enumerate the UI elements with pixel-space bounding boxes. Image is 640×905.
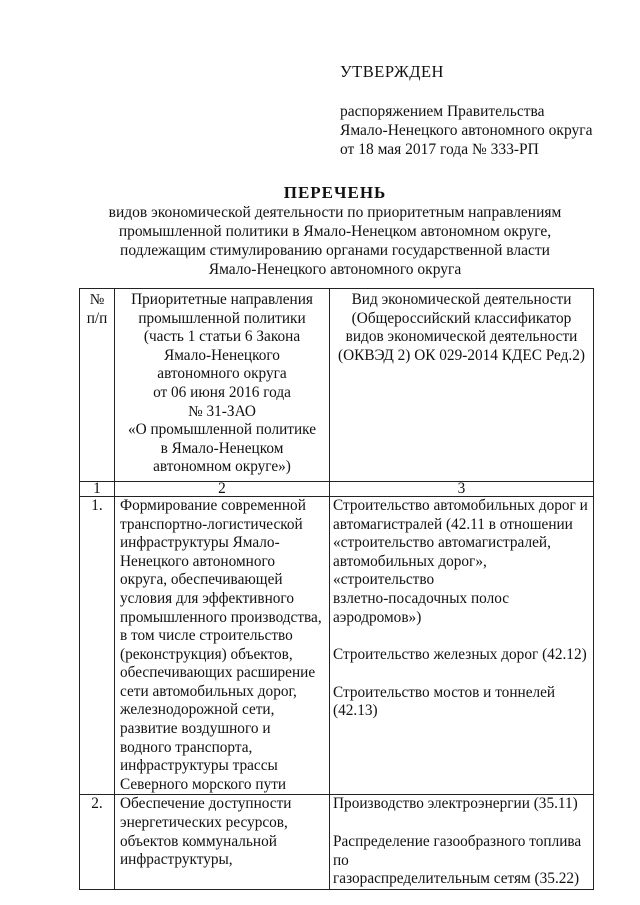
row-direction: [115, 795, 330, 889]
direction-line: сети автомобильных дорог,: [120, 682, 297, 700]
direction-line: промышленного производства,: [120, 608, 322, 626]
header-direction-line: № 31-ЗАО: [188, 402, 256, 420]
direction-line: Обеспечение доступности: [120, 795, 292, 813]
direction-line: инфраструктуры Ямало-: [120, 534, 280, 552]
approval-line: Ямало-Ненецкого автономного округа: [340, 122, 593, 139]
header-activity-line: (ОКВЭД 2) ОК 029-2014 КДЕС Ред.2): [338, 346, 585, 364]
direction-line: инфраструктуры трассы: [120, 757, 278, 775]
activities-table: [79, 288, 594, 890]
row-number: 2.: [80, 795, 115, 889]
document-heading: [80, 183, 590, 279]
approval-line: распоряжением Правительства: [340, 103, 545, 120]
direction-line: водного транспорта,: [120, 738, 253, 756]
document-subtitle-line: промышленной политики в Ямало-Ненецком автономном округе,: [118, 223, 552, 240]
activity-line: Строительство автомобильных дорог и: [333, 496, 588, 514]
activity-line: Распределение газообразного топлива по: [333, 833, 582, 869]
header-activity-line: Вид экономической деятельности: [351, 291, 572, 308]
direction-line: объектов коммунальной: [120, 832, 277, 850]
header-direction: [115, 289, 330, 482]
direction-line: транспортно-логистической: [120, 515, 303, 533]
document-title: ПЕРЕЧЕНЬ: [283, 183, 387, 202]
document-subtitle-line: Ямало-Ненецкого автономного округа: [208, 261, 462, 278]
header-direction-line: автономного округа: [157, 365, 287, 383]
header-activity-line: (Общероссийский классификатор: [351, 309, 572, 327]
header-direction-line: автономном округе»): [153, 458, 291, 476]
direction-line: в том числе строительство: [120, 627, 293, 645]
row-direction: [115, 496, 330, 795]
column-number: 1: [80, 481, 115, 496]
header-direction-line: от 06 июня 2016 года: [153, 383, 291, 401]
activity-line: взлетно-посадочных полос аэродромов»): [333, 589, 510, 626]
header-num: [80, 289, 115, 482]
direction-line: энергетических ресурсов,: [120, 814, 288, 832]
direction-line: (реконструкция) объектов,: [120, 645, 293, 663]
header-direction-line: «О промышленной политике: [127, 421, 317, 439]
activity-line: автомагистралей (42.11 в отношении: [333, 515, 573, 533]
activity-line: Производство электроэнергии (35.11): [333, 795, 578, 813]
direction-line: Ненецкого автономного: [120, 552, 276, 570]
direction-line: обеспечивающих расширение: [120, 664, 316, 682]
header-direction-line: в Ямало-Ненецком: [160, 439, 284, 457]
direction-line: инфраструктуры,: [120, 851, 233, 869]
header-num-line: п/п: [86, 309, 108, 327]
header-num-line: №: [89, 291, 105, 308]
column-number: 2: [115, 481, 330, 496]
header-direction-line: Приоритетные направления: [131, 291, 313, 308]
activity-entry: [333, 795, 590, 814]
row-number: 1.: [80, 496, 115, 795]
approval-block: [340, 62, 592, 159]
document-subtitle-line: подлежащим стимулированию органами государственной власти: [120, 242, 550, 259]
activity-entry: [333, 833, 590, 889]
activity-line: Строительство мостов и тоннелей (42.13): [333, 683, 556, 720]
activity-line: газораспределительным сетям (35.22): [333, 870, 580, 888]
table-row: [80, 795, 594, 889]
approval-title: УТВЕРЖДЕН: [340, 62, 444, 81]
activity-entry: [333, 684, 590, 721]
header-direction-line: промышленной политики: [138, 309, 306, 327]
column-number-row: [80, 481, 594, 496]
table-header-row: [80, 289, 594, 482]
approval-line: от 18 мая 2017 года № 333-РП: [340, 141, 539, 158]
activity-entry: [333, 646, 590, 665]
column-number: 3: [330, 481, 594, 496]
row-activities: [330, 795, 594, 889]
activity-entry: [333, 497, 590, 627]
direction-line: развитие воздушного и: [120, 720, 271, 738]
document-subtitle-line: видов экономической деятельности по приоритетным направлениям: [108, 204, 562, 221]
header-activity: [330, 289, 594, 482]
activity-line: автомобильных дорог», «строительство: [333, 552, 487, 589]
direction-line: условия для эффективного: [120, 589, 294, 607]
header-activity-line: видов экономической деятельности: [345, 328, 578, 346]
direction-line: Формирование современной: [120, 496, 306, 514]
direction-line: Северного морского пути: [120, 775, 287, 793]
row-activities: [330, 496, 594, 795]
direction-line: железнодорожной сети,: [120, 701, 275, 719]
activity-line: «строительство автомагистралей,: [333, 534, 551, 552]
table-row: [80, 496, 594, 795]
header-direction-line: Ямало-Ненецкого: [164, 346, 280, 364]
direction-line: округа, обеспечивающей: [120, 571, 283, 589]
header-direction-line: (часть 1 статьи 6 Закона: [143, 328, 301, 346]
activity-line: Строительство железных дорог (42.12): [333, 646, 587, 664]
